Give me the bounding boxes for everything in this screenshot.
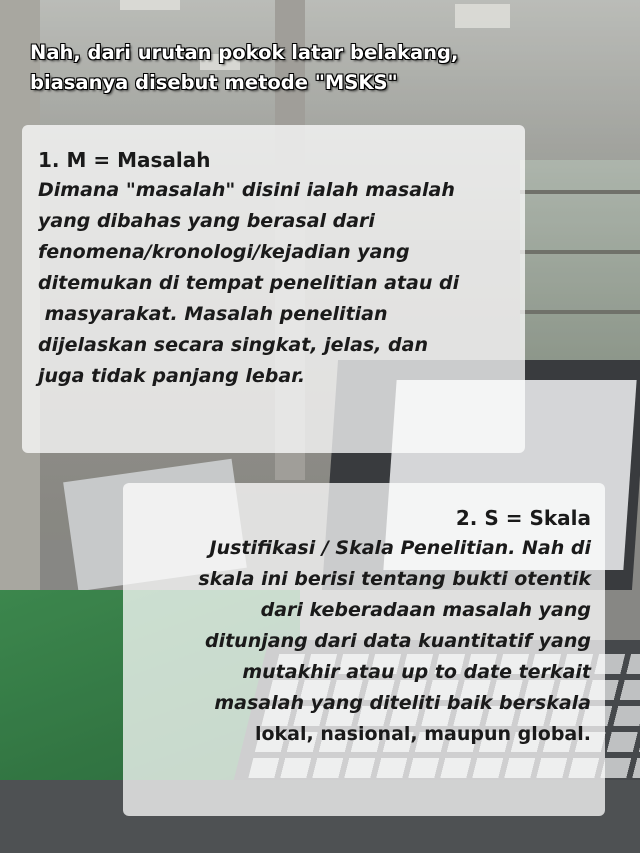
card-line: fenomena/kronologi/kejadian yang xyxy=(38,241,410,263)
card-line: dijelaskan secara singkat, jelas, dan xyxy=(38,334,428,356)
card-title: 1. M = Masalah xyxy=(38,148,211,172)
page-heading xyxy=(30,38,610,98)
card-line: lokal, nasional, maupun global. xyxy=(254,723,591,745)
card-line: ditemukan di tempat penelitian atau di xyxy=(38,272,460,294)
card-line: mutakhir atau up to date terkait xyxy=(242,661,591,683)
card-body xyxy=(135,533,591,750)
heading-line: biasanya disebut metode "MSKS" xyxy=(30,71,398,94)
skala-card xyxy=(123,483,605,816)
card-line: yang dibahas yang berasal dari xyxy=(38,210,375,232)
card-line: masyarakat. Masalah penelitian xyxy=(38,303,388,325)
masalah-card xyxy=(22,125,525,453)
card-line: juga tidak panjang lebar. xyxy=(38,365,306,387)
card-line: dari keberadaan masalah yang xyxy=(260,599,591,621)
card-line: ditunjang dari data kuantitatif yang xyxy=(204,630,591,652)
card-body xyxy=(38,175,511,392)
card-line: Dimana "masalah" disini ialah masalah xyxy=(38,179,455,201)
card-title: 2. S = Skala xyxy=(455,506,591,530)
card-line: skala ini berisi tentang bukti otentik xyxy=(198,568,591,590)
heading-line: Nah, dari urutan pokok latar belakang, xyxy=(30,41,459,64)
card-line: Justifikasi / Skala Penelitian. Nah di xyxy=(209,537,591,559)
card-line: masalah yang diteliti baik berskala xyxy=(214,692,591,714)
